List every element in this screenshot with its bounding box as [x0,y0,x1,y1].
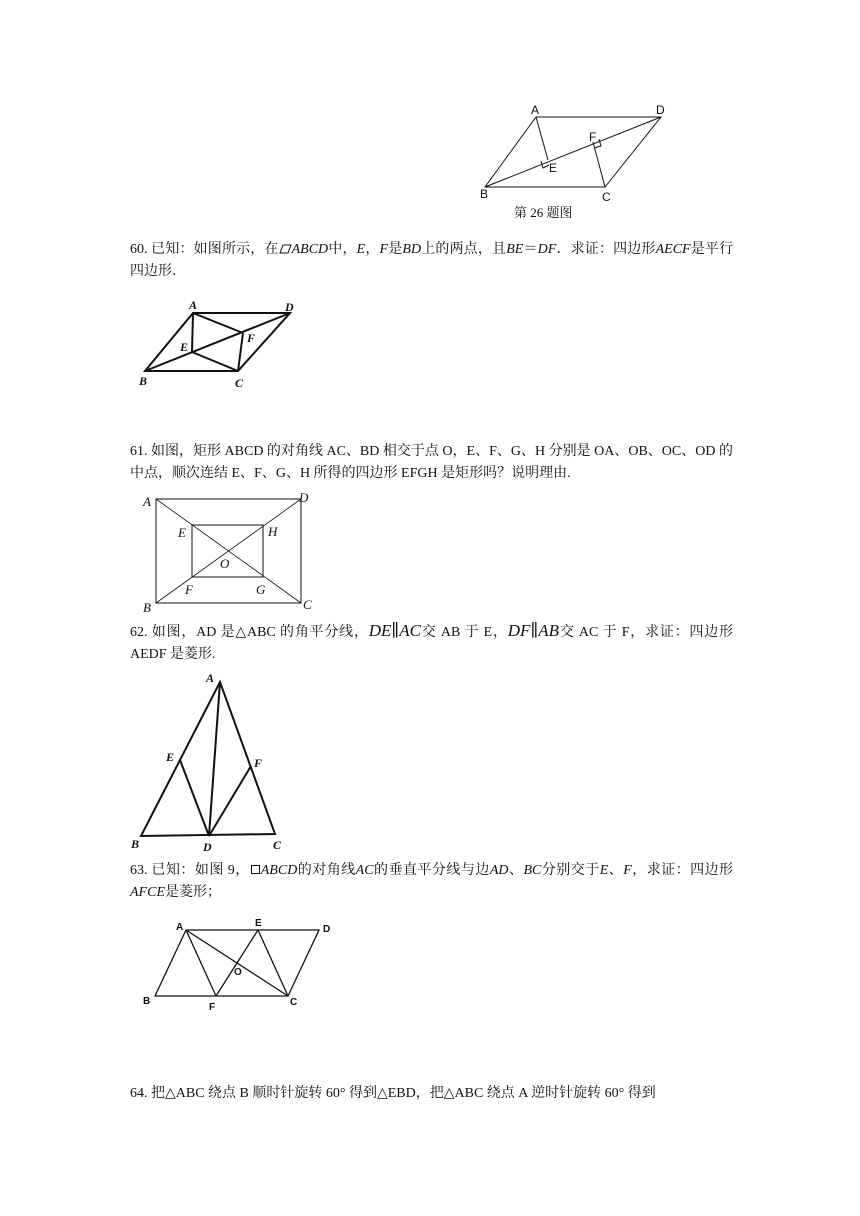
figure-61-svg [138,488,323,616]
segment-ae-60 [192,313,193,352]
label-d-60: D [285,300,294,314]
figure-62 [128,668,288,853]
parallelogram-square-icon [251,865,260,874]
label-f-62: F [254,756,263,770]
label-c: C [602,190,611,204]
figure-60 [135,296,310,391]
problem-62 [130,620,733,666]
label-e-62: E [166,750,175,764]
label-b: B [480,187,489,201]
figure-26-caption: 第 26 题图 [514,205,573,220]
parallelogram-icon [279,244,292,254]
label-b-62: B [131,837,140,851]
segment-ad [209,682,220,836]
label-e: E [549,161,558,175]
label-a-63: A [176,922,184,933]
figure-62-svg [128,668,288,853]
figure-63-svg [138,915,338,1015]
label-b-60: B [139,374,148,388]
problem-62-text: 62. 如图，AD 是△ABC 的角平分线，DE∥AC交 AB 于 E，DF∥AB交 AC 于 F，求证：四边形 AEDF 是菱形. [130,621,734,662]
figure-61 [138,488,323,616]
problem-63 [130,860,733,904]
label-e-61: E [178,525,186,540]
label-f-60: F [247,331,256,345]
figure-63 [138,915,338,1015]
segment-ec-60 [192,352,238,371]
segment-ae [536,117,548,160]
label-c-61: C [303,597,312,612]
label-o-63: O [234,967,242,978]
label-d-63: D [323,924,331,935]
figure-26 [470,100,680,210]
diagonal-bd [485,117,661,187]
problem-64-text: 64. 把△ABC 绕点 B 顺时针旋转 60° 得到△EBD，把△ABC 绕点 A 逆时针旋转 60° 得到 [130,1086,656,1101]
label-a-62: A [206,671,215,685]
segment-df [209,766,251,836]
problem-61-text: 61. 如图，矩形 ABCD 的对角线 AC、BD 相交于点 O，E、F、G、H 分别是 OA、OB、OC、OD 的中点，顺次连结 E、F、G、H 所得的四边形 EFGH 是矩形吗？说明理由. [130,444,733,481]
segment-af-60 [193,313,243,333]
label-a-61: A [143,494,151,509]
problem-61 [130,441,733,485]
label-f-63: F [209,1002,216,1013]
segment-ef [216,930,258,996]
label-b-61: B [143,600,151,615]
label-c-63: C [290,997,298,1008]
label-f-61: F [185,582,193,597]
label-a-60: A [189,298,198,312]
problem-64 [130,1083,733,1105]
label-d-61: D [299,490,309,505]
segment-ed [180,760,209,836]
label-d-62: D [203,840,212,854]
label-h-61: H [268,524,278,539]
problem-60 [130,239,733,283]
problem-63-text: 63. 已知：如图 9， ABCD的对角线AC的垂直平分线与边AD、BC分别交于E、F，求证：四边形AFCE是菱形； [130,863,734,900]
label-a: A [531,103,540,117]
figure-60-svg [135,296,310,391]
figure-26-svg [470,100,680,210]
label-f: F [589,130,597,144]
label-e-63: E [255,918,262,929]
label-o-61: O [220,556,230,571]
label-e-60: E [180,340,189,354]
label-c-62: C [273,838,282,852]
label-c-60: C [235,376,244,390]
segment-cf [593,142,605,187]
problem-60-text: 60. 已知：如图所示，在 ABCD中，E，F是BD上的两点，且BE＝DF．求证：四边形AECF是平行四边形． [130,242,734,279]
label-d: D [656,103,665,117]
label-g-61: G [256,582,266,597]
label-b-63: B [143,996,151,1007]
